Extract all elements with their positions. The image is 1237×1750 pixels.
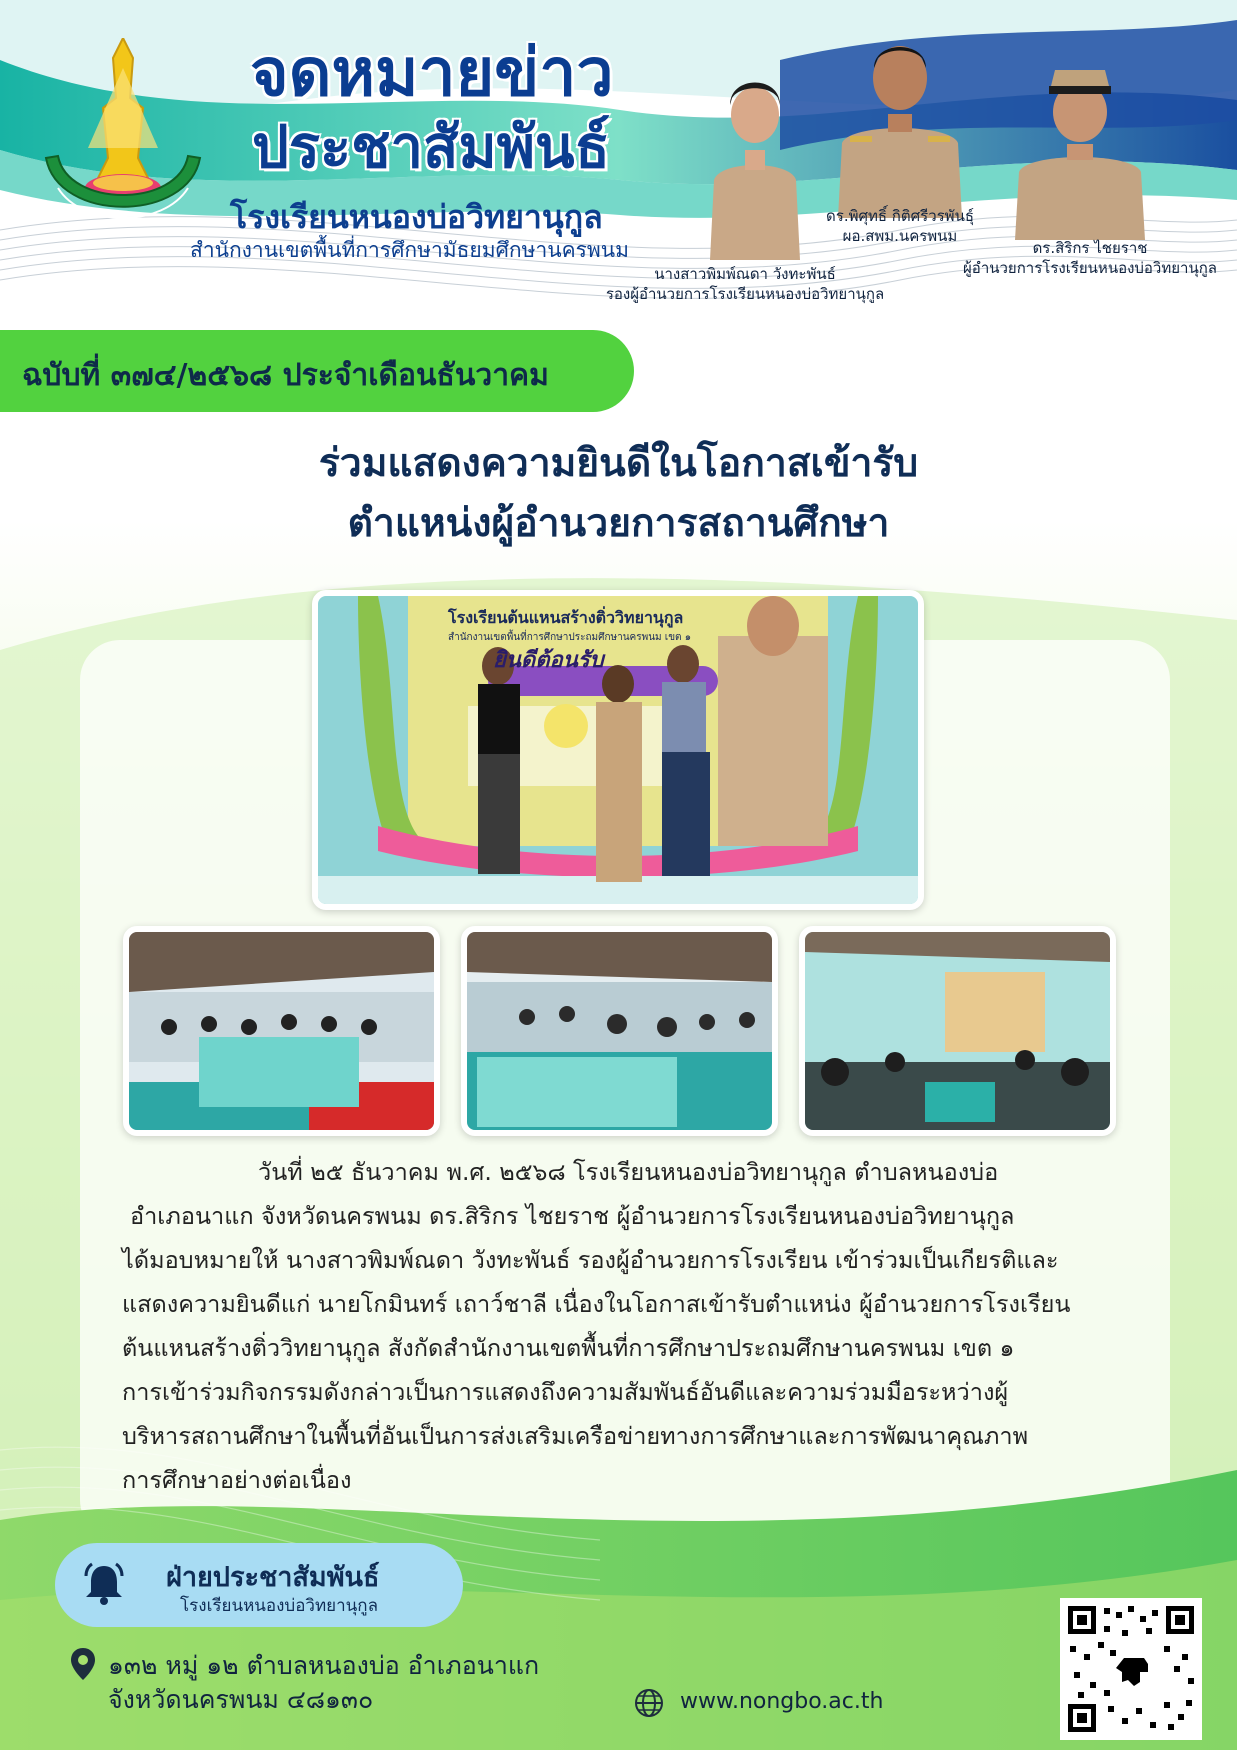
pr-department-title: ฝ่ายประชาสัมพันธ์ xyxy=(166,1562,380,1593)
director-office-name: ดร.พิศุทธิ์ กิติศรีวรพันธุ์ xyxy=(826,207,974,225)
caption-school-director xyxy=(950,238,1230,279)
office-name: สำนักงานเขตพื้นที่การศึกษามัธยมศึกษานครพนม xyxy=(190,238,629,262)
main-photo xyxy=(312,590,924,910)
photo-audience-1 xyxy=(123,926,440,1136)
body-line-1: วันที่ ๒๕ ธันวาคม พ.ศ. ๒๕๖๘ โรงเรียนหนองบ่อวิทยานุกูล ตำบลหนองบ่อ xyxy=(258,1158,999,1186)
headline-line1: ร่วมแสดงความยินดีในโอกาสเข้ารับ xyxy=(318,441,919,486)
portrait-school-director xyxy=(1005,60,1155,240)
bell-icon xyxy=(80,1560,128,1608)
deputy-name: นางสาวพิมพ์ณดา วังทะพันธ์ xyxy=(654,265,836,283)
address-line2: จังหวัดนครพนม ๔๘๑๓๐ xyxy=(108,1685,374,1714)
body-line-5: ต้นแหนสร้างติ่ววิทยานุกูล สังกัดสำนักงานเขตพื้นที่การศึกษาประถมศึกษานครพนม เขต ๑ xyxy=(122,1334,1015,1362)
globe-icon xyxy=(634,1688,664,1718)
body-line-2: อำเภอนาแก จังหวัดนครพนม ดร.สิริกร ไชยราช ผู้อำนวยการโรงเรียนหนองบ่อวิทยานุกูล xyxy=(130,1202,1015,1230)
article-body xyxy=(122,1150,1132,1502)
school-director-position: ผู้อำนวยการโรงเรียนหนองบ่อวิทยานุกูล xyxy=(963,259,1217,278)
newsletter-title-line1: จดหมายข่าว xyxy=(250,34,614,111)
body-line-7: บริหารสถานศึกษาในพื้นที่อันเป็นการส่งเสริมเครือข่ายทางการศึกษาและการพัฒนาคุณภาพ xyxy=(122,1422,1029,1450)
caption-deputy xyxy=(595,264,895,305)
website-link[interactable]: www.nongbo.ac.th xyxy=(680,1689,884,1714)
banner-school-text: โรงเรียนต้นแหนสร้างติ่ววิทยานุกูล xyxy=(448,608,684,627)
banner-office-text: สำนักงานเขตพื้นที่การศึกษาประถมศึกษานครพนม เขต ๑ xyxy=(448,632,692,643)
location-pin-icon xyxy=(70,1648,96,1680)
deputy-position: รองผู้อำนวยการโรงเรียนหนองบ่อวิทยานุกูล xyxy=(605,285,885,304)
portrait-director-office xyxy=(830,28,970,218)
headline-line2: ตำแหน่งผู้อำนวยการสถานศึกษา xyxy=(347,501,890,546)
banner-welcome-text: ยินดีต้อนรับ xyxy=(493,648,604,673)
director-office-position: ผอ.สพม.นครพนม xyxy=(842,227,958,246)
school-name: โรงเรียนหนองบ่อวิทยานุกูล xyxy=(230,198,603,236)
body-line-8: การศึกษาอย่างต่อเนื่อง xyxy=(122,1466,352,1494)
portrait-deputy xyxy=(700,70,810,260)
pr-department-subtitle: โรงเรียนหนองบ่อวิทยานุกูล xyxy=(180,1596,379,1616)
body-line-3: ได้มอบหมายให้ นางสาวพิมพ์ณดา วังทะพันธ์ รองผู้อำนวยการโรงเรียน เข้าร่วมเป็นเกียรติและ xyxy=(122,1246,1059,1274)
school-director-name: ดร.สิริกร ไชยราช xyxy=(1032,239,1148,257)
address-line1: ๑๓๒ หมู่ ๑๒ ตำบลหนองบ่อ อำเภอนาแก xyxy=(108,1651,540,1680)
newsletter-title-line2: ประชาสัมพันธ์ xyxy=(252,113,610,181)
school-logo xyxy=(38,38,208,238)
photo-ceremony-hall xyxy=(799,926,1116,1136)
issue-number: ฉบับที่ ๓๗๔/๒๕๖๘ ประจำเดือนธันวาคม xyxy=(22,358,549,393)
body-line-4: แสดงความยินดีแก่ นายโกมินทร์ เถาว์ชาลี เนื่องในโอกาสเข้ารับตำแหน่ง ผู้อำนวยการโรงเรียน xyxy=(122,1290,1071,1318)
body-line-6: การเข้าร่วมกิจกรรมดังกล่าวเป็นการแสดงถึงความสัมพันธ์อันดีและความร่วมมือระหว่างผู้ xyxy=(122,1378,1009,1406)
qr-code[interactable] xyxy=(1060,1598,1202,1740)
photo-audience-2 xyxy=(461,926,778,1136)
